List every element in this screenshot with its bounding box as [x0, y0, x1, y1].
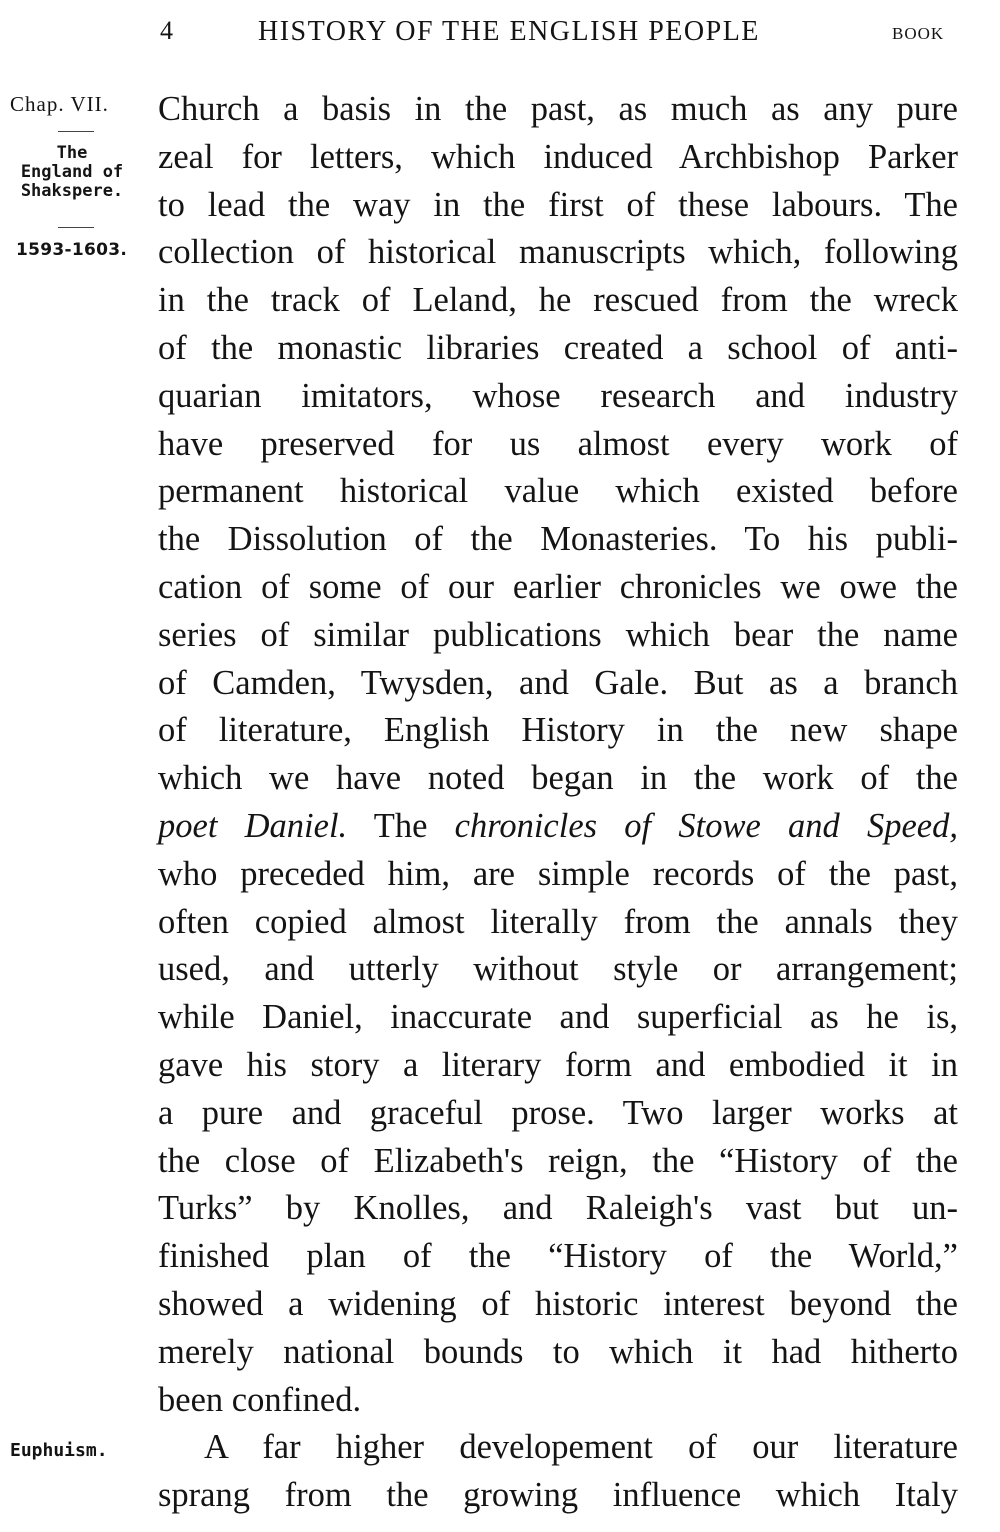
text-line: series of similar publications which bear the name: [158, 615, 958, 654]
topic-line: England of: [20, 162, 124, 182]
text-line: A far higher developement of our literature: [204, 1428, 958, 1467]
text-line: Turks” by Knolles, and Raleigh's vast but un-: [158, 1189, 958, 1228]
page-number: 4: [160, 16, 173, 45]
text-line: which we have noted began in the work of the: [158, 759, 958, 798]
body-text: [158, 86, 958, 1520]
book-label: BOOK: [892, 24, 945, 43]
text-line: in the track of Leland, he rescued from the wreck: [158, 281, 958, 320]
text-line: while Daniel, inaccurate and superficial as he is,: [158, 998, 958, 1037]
topic-sidenote: [2, 144, 142, 201]
text-line: Church a basis in the past, as much as any pure: [158, 90, 958, 128]
text-line: the Dissolution of the Monasteries. To his publi-: [158, 520, 958, 559]
text-line: finished plan of the “History of the World,”: [158, 1237, 958, 1276]
text-line: used, and utterly without style or arrangement;: [158, 950, 958, 989]
text-line: of Camden, Twysden, and Gale. But as a branch: [158, 663, 958, 702]
text-line: been confined.: [158, 1380, 362, 1419]
text-line: cation of some of our earlier chronicles we owe the: [158, 567, 958, 606]
text-line: quarian imitators, whose research and industry: [158, 376, 958, 415]
text-line: have preserved for us almost every work of: [158, 424, 958, 463]
chapter-label: Chap. VII.: [10, 92, 109, 116]
margin-notes: [0, 0, 150, 1532]
text-line: a pure and graceful prose. Two larger works at: [158, 1093, 958, 1132]
text-line: the close of Elizabeth's reign, the “History of the: [158, 1141, 958, 1180]
margin-divider: [58, 227, 94, 228]
text-line: to lead the way in the first of these labours. The: [158, 185, 958, 224]
text-line: of literature, English History in the new shape: [158, 711, 958, 750]
section-sidenote: Euphuism.: [10, 1440, 108, 1461]
text-line: poet Daniel. The chronicles of Stowe and Speed,: [158, 806, 958, 845]
running-header: [0, 16, 1000, 52]
text-line: showed a widening of historic interest beyond the: [158, 1284, 958, 1323]
paragraph: [158, 1424, 958, 1520]
margin-divider: [58, 131, 94, 132]
date-range-sidenote: 1593-1603.: [16, 240, 128, 260]
text-line: who preceded him, are simple records of the past,: [158, 854, 958, 893]
text-line: collection of historical manuscripts which, following: [158, 233, 958, 272]
text-line: zeal for letters, which induced Archbishop Parker: [158, 137, 958, 176]
text-line: sprang from the growing influence which Italy: [158, 1476, 958, 1515]
topic-line: Shakspere.: [20, 181, 124, 201]
topic-line: The: [56, 143, 88, 163]
text-line: of the monastic libraries created a school of anti-: [158, 328, 958, 367]
running-title: HISTORY OF THE ENGLISH PEOPLE: [258, 16, 760, 47]
text-line: gave his story a literary form and embodied it in: [158, 1045, 958, 1084]
text-line: often copied almost literally from the annals they: [158, 902, 958, 941]
text-line: permanent historical value which existed before: [158, 472, 958, 511]
paragraph: [158, 86, 958, 1424]
text-line: merely national bounds to which it had hitherto: [158, 1332, 958, 1371]
